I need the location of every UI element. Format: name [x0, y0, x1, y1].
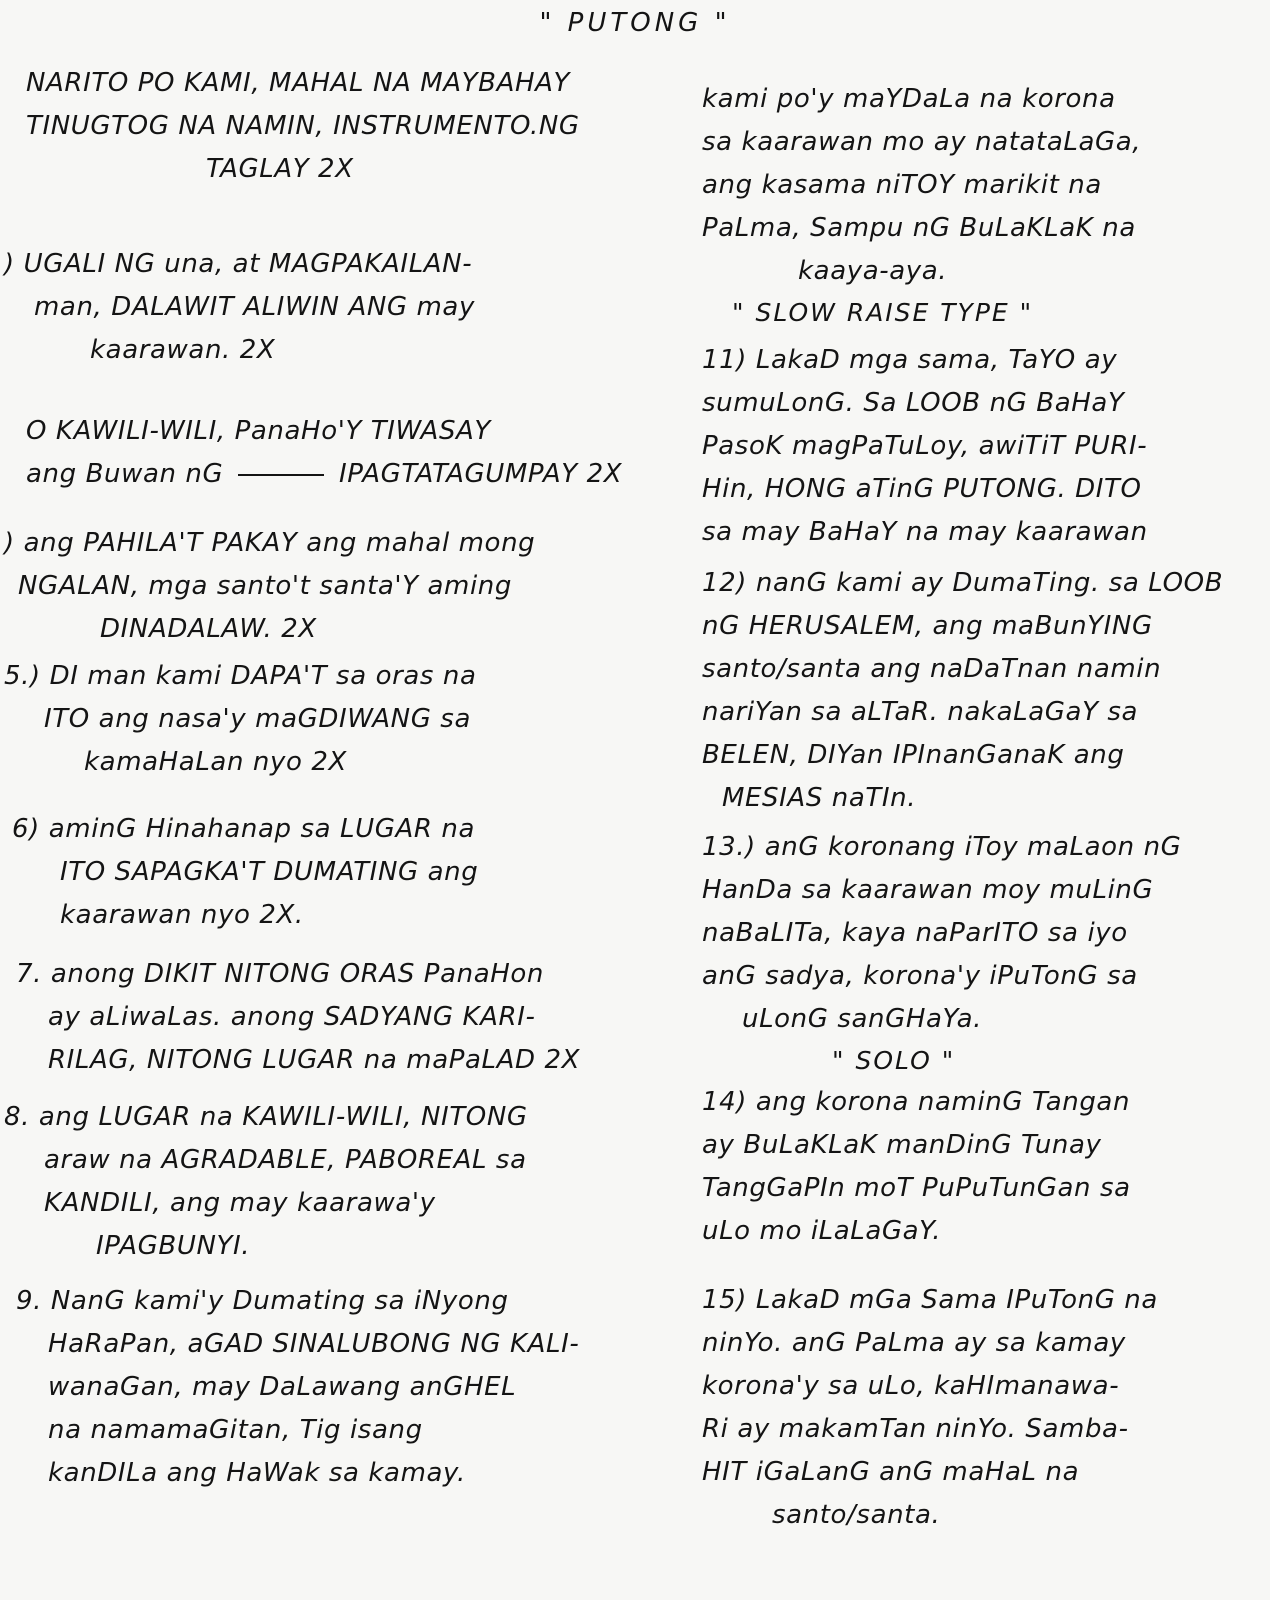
verse-line: ) ang PAHILA'T PAKAY ang mahal mong — [4, 528, 536, 558]
verse-line: ) UGALI NG una, at MAGPAKAILAN- — [4, 249, 473, 279]
verse-line: Hin, HONG aTinG PUTONG. DITO — [702, 474, 1142, 504]
verse-line: NGALAN, mga santo't santa'Y aming — [18, 571, 512, 601]
verse-line: HanDa sa kaarawan moy muLinG — [702, 875, 1154, 905]
verse-line: uLonG sanGHaYa. — [742, 1004, 983, 1034]
verse-line: kaarawan. 2X — [90, 335, 276, 365]
verse-9 — [4, 1280, 676, 1495]
verse-line: Ri ay makamTan ninYo. Samba- — [702, 1414, 1129, 1444]
verse-line: kanDILa ang HaWak sa kamay. — [48, 1458, 466, 1488]
verse-line: 7. anong DIKIT NITONG ORAS PanaHon — [16, 959, 544, 989]
style-note: " SOLO " — [832, 1046, 956, 1075]
verse-line: RILAG, NITONG LUGAR na maPaLAD 2X — [48, 1045, 581, 1075]
verse-line: 14) ang korona naminG Tangan — [702, 1087, 1131, 1117]
verse-line: na namamaGitan, Tig isang — [48, 1415, 423, 1445]
verse-line: nG HERUSALEM, ang maBunYING — [702, 611, 1153, 641]
verse-line: 13.) anG koronang iToy maLaon nG — [702, 832, 1182, 862]
verse-14 — [702, 1081, 1262, 1253]
verse-line: 12) nanG kami ay DumaTing. sa LOOB — [702, 568, 1224, 598]
verse-line: ITO SAPAGKA'T DUMATING ang — [60, 857, 479, 887]
verse-line: santo/santa. — [772, 1500, 941, 1530]
verse-line: sumuLonG. Sa LOOB nG BaHaY — [702, 388, 1125, 418]
verse-line: uLo mo iLaLaGaY. — [702, 1216, 942, 1246]
verse-line: 9. NanG kami'y Dumating sa iNyong — [16, 1286, 509, 1316]
verse-line: ITO ang nasa'y maGDIWANG sa — [44, 704, 471, 734]
verse-line: PasoK magPaTuLoy, awiTiT PURI- — [702, 431, 1148, 461]
verse-text: IPAGTATAGUMPAY 2X — [339, 459, 623, 489]
verse-4 — [4, 522, 676, 651]
verse-1 — [26, 62, 676, 191]
verse-8 — [4, 1096, 676, 1268]
verse-line: ang kasama niTOY marikit na — [702, 170, 1102, 200]
verse-line: 8. ang LUGAR na KAWILI-WILI, NITONG — [4, 1102, 528, 1132]
verse-line: HaRaPan, aGAD SINALUBONG NG KALI- — [48, 1329, 580, 1359]
verse-line: ay BuLaKLaK manDinG Tunay — [702, 1130, 1102, 1160]
verse-line: sa may BaHaY na may kaarawan — [702, 517, 1148, 547]
verse-12 — [702, 562, 1262, 820]
verse-line: man, DALAWIT ALIWIN ANG may — [34, 292, 475, 322]
verse-line: KANDILI, ang may kaarawa'y — [44, 1188, 436, 1218]
verse-text: ang Buwan nG — [26, 459, 224, 489]
verse-10 — [702, 78, 1262, 293]
verse-2 — [4, 243, 676, 372]
verse-line: PaLma, Sampu nG BuLaKLaK na — [702, 213, 1136, 243]
page-title: " PUTONG " — [539, 8, 731, 38]
verse-line: 5.) DI man kami DAPA'T sa oras na — [4, 661, 477, 691]
verse-7 — [4, 953, 676, 1082]
verse-line: wanaGan, may DaLawang anGHEL — [48, 1372, 517, 1402]
verse-line: 11) LakaD mga sama, TaYO ay — [702, 345, 1118, 375]
verse-line: santo/santa ang naDaTnan namin — [702, 654, 1162, 684]
verse-line: TangGaPIn moT PuPuTunGan sa — [702, 1173, 1131, 1203]
verse-line: kaarawan nyo 2X. — [60, 900, 304, 930]
verse-line: IPAGBUNYI. — [96, 1231, 251, 1261]
verse-line: ay aLiwaLas. anong SADYANG KARI- — [48, 1002, 536, 1032]
verse-5 — [4, 655, 676, 784]
verse-11 — [702, 339, 1262, 554]
verse-line: 6) aminG Hinahanap sa LUGAR na — [12, 814, 476, 844]
verse-line: kami po'y maYDaLa na korona — [702, 84, 1116, 114]
verse-line: HIT iGaLanG anG maHaL na — [702, 1457, 1080, 1487]
style-note: " SLOW RAISE TYPE " — [732, 298, 1034, 327]
verse-line: anG sadya, korona'y iPuTonG sa — [702, 961, 1138, 991]
right-column — [702, 62, 1262, 1537]
verse-line: nariYan sa aLTaR. nakaLaGaY sa — [702, 697, 1139, 727]
verse-line — [4, 453, 676, 496]
verse-line: NARITO PO KAMI, MAHAL NA MAYBAHAY — [26, 68, 571, 98]
verse-3 — [4, 410, 676, 496]
verse-line: naBaLITa, kaya naParITO sa iyo — [702, 918, 1128, 948]
verse-line: ninYo. anG PaLma ay sa kamay — [702, 1328, 1126, 1358]
verse-line: korona'y sa uLo, kaHImanawa- — [702, 1371, 1120, 1401]
verse-line: BELEN, DIYan IPInanGanaK ang — [702, 740, 1125, 770]
verse-15 — [702, 1279, 1262, 1537]
verse-line: O KAWILI-WILI, PanaHo'Y TIWASAY — [26, 416, 491, 446]
verse-line: DINADALAW. 2X — [100, 614, 317, 644]
verse-line: kamaHaLan nyo 2X — [84, 747, 347, 777]
verse-line: TINUGTOG NA NAMIN, INSTRUMENTO.NG — [26, 111, 580, 141]
left-column — [4, 62, 676, 1495]
verse-line: araw na AGRADABLE, PABOREAL sa — [44, 1145, 527, 1175]
verse-line: 15) LakaD mGa Sama IPuTonG na — [702, 1285, 1158, 1315]
verse-line: TAGLAY 2X — [206, 154, 354, 184]
verse-6 — [4, 808, 676, 937]
verse-line: MESIAS naTIn. — [722, 783, 917, 813]
verse-13 — [702, 826, 1262, 1041]
verse-line: sa kaarawan mo ay natataLaGa, — [702, 127, 1142, 157]
fill-in-blank — [238, 474, 324, 476]
verse-line: kaaya-aya. — [798, 256, 948, 286]
